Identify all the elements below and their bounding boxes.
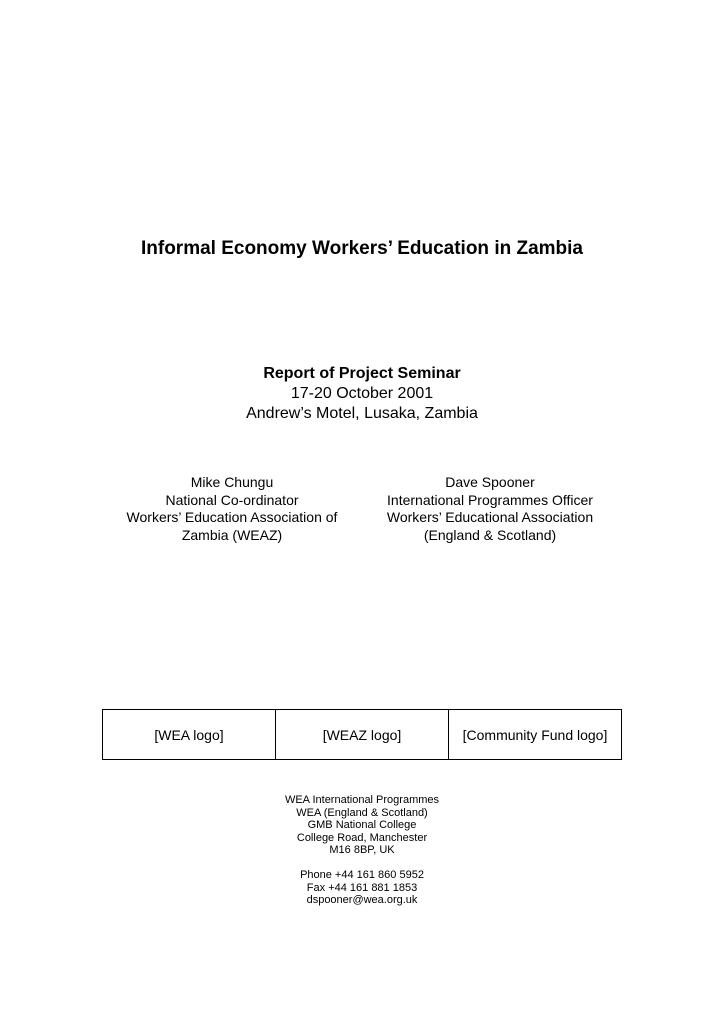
author-role: National Co-ordinator <box>165 491 299 508</box>
author-role: International Programmes Officer <box>387 491 593 508</box>
author-right <box>370 474 610 544</box>
logos-table <box>102 709 622 760</box>
author-org: Workers’ Education Association of <box>126 509 338 525</box>
address-line: College Road, Manchester <box>296 831 428 844</box>
community-fund-logo-placeholder: [Community Fund logo] <box>449 710 622 760</box>
report-block <box>0 364 724 424</box>
address-line: WEA (England & Scotland) <box>296 806 428 819</box>
address-block <box>0 794 724 857</box>
author-left <box>112 474 352 544</box>
wea-logo-placeholder: [WEA logo] <box>103 710 276 760</box>
author-org: Zambia (WEAZ) <box>181 526 283 543</box>
address-line: GMB National College <box>307 819 417 832</box>
address-line: M16 8BP, UK <box>329 844 395 857</box>
report-venue: Andrew’s Motel, Lusaka, Zambia <box>246 405 478 422</box>
email-address[interactable]: dspooner@wea.org.uk <box>306 894 418 907</box>
fax-number: Fax +44 161 881 1853 <box>306 881 418 894</box>
document-title: Informal Economy Workers’ Education in Zambia <box>140 238 584 259</box>
author-name: Mike Chungu <box>190 474 274 490</box>
phone-number: Phone +44 161 860 5952 <box>300 869 424 881</box>
address-line: WEA International Programmes <box>284 794 440 806</box>
author-org: (England & Scotland) <box>423 526 557 543</box>
weaz-logo-placeholder: [WEAZ logo] <box>276 710 449 760</box>
author-name: Dave Spooner <box>445 474 535 490</box>
report-dates: 17-20 October 2001 <box>290 385 434 402</box>
contact-block <box>0 869 724 907</box>
report-heading: Report of Project Seminar <box>263 365 461 382</box>
author-org: Workers’ Educational Association <box>386 509 594 525</box>
